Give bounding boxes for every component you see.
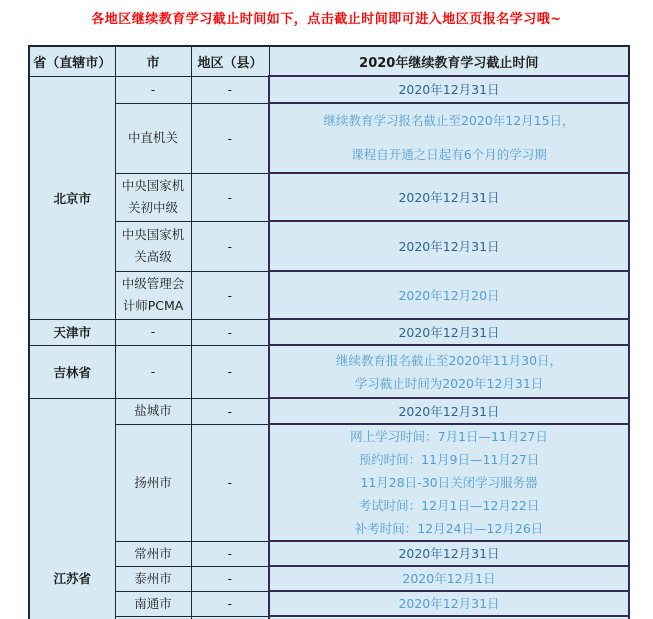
city-cell: 泰州市 (115, 566, 191, 591)
city-cell: 扬州市 (115, 424, 191, 541)
city-cell: 中央国家机关高级 (115, 221, 191, 271)
deadline-link[interactable]: 补考时间：12月24日—12月26日 (354, 521, 544, 536)
deadline-link[interactable]: 2020年12月31日 (398, 238, 500, 254)
province-cell-tianjin: 天津市 (29, 319, 115, 345)
deadline-cell (269, 173, 629, 221)
table-row (29, 221, 629, 271)
deadline-cell (269, 541, 629, 566)
table-row (29, 173, 629, 221)
deadline-table-container (28, 45, 632, 619)
deadline-link[interactable]: 2020年12月31日 (398, 82, 500, 97)
district-cell: - (191, 591, 269, 616)
province-cell-jiangsu: 江苏省 (29, 398, 115, 619)
deadline-link[interactable]: 2020年12月20日 (398, 287, 500, 303)
deadline-cell (269, 76, 629, 103)
deadline-link[interactable]: 网上学习时间：7月1日—11月27日 (350, 429, 548, 444)
deadline-link[interactable]: 考试时间：12月1日—12月22日 (358, 498, 540, 513)
deadline-link[interactable]: 2020年12月31日 (398, 324, 500, 340)
deadline-link[interactable]: 继续教育报名截止至2020年11月30日， (335, 352, 563, 368)
deadline-cell (269, 103, 629, 173)
district-cell: - (191, 173, 269, 221)
district-cell: - (191, 221, 269, 271)
deadline-cell (269, 319, 629, 345)
table-row (29, 541, 629, 566)
page-title: 各地区继续教育学习截止时间如下，点击截止时间即可进入地区页报名学习哦~ (91, 12, 562, 27)
table-row (29, 424, 629, 541)
table-row (29, 76, 629, 103)
city-cell: 南通市 (115, 591, 191, 616)
district-cell: - (191, 398, 269, 424)
province-cell-beijing: 北京市 (29, 76, 115, 319)
table-row (29, 591, 629, 616)
table-row (29, 319, 629, 345)
table-row (29, 271, 629, 319)
city-cell: - (115, 76, 191, 103)
district-cell: - (191, 345, 269, 398)
deadline-link[interactable]: 2020年12月31日 (398, 403, 500, 419)
col-header-province: 省（直辖市） (29, 46, 115, 76)
col-header-deadline: 2020年继续教育学习截止时间 (269, 46, 629, 76)
deadline-cell (269, 398, 629, 424)
deadline-link[interactable]: 2020年12月1日 (402, 571, 496, 586)
district-cell: - (191, 566, 269, 591)
city-cell: 中央国家机关初中级 (115, 173, 191, 221)
deadline-cell (269, 271, 629, 319)
table-row (29, 103, 629, 173)
col-header-city: 市 (115, 46, 191, 76)
table-row (29, 566, 629, 591)
table-row (29, 398, 629, 424)
deadline-cell (269, 591, 629, 616)
district-cell: - (191, 271, 269, 319)
district-cell: - (191, 103, 269, 173)
deadline-table (28, 45, 630, 619)
deadline-cell (269, 221, 629, 271)
city-cell: 常州市 (115, 541, 191, 566)
deadline-link[interactable]: 预约时间：11月9日—11月27日 (358, 452, 540, 467)
city-cell: 中级管理会计师PCMA (115, 271, 191, 319)
city-cell: 盐城市 (115, 398, 191, 424)
district-cell: - (191, 424, 269, 541)
district-cell: - (191, 319, 269, 345)
province-cell-jilin: 吉林省 (29, 345, 115, 398)
deadline-link[interactable]: 学习截止时间为2020年12月31日 (354, 375, 544, 391)
deadline-cell (269, 566, 629, 591)
deadline-link[interactable]: 课程自开通之日起有6个月的学习期 (351, 147, 547, 162)
district-cell: - (191, 541, 269, 566)
deadline-cell (269, 424, 629, 541)
deadline-link[interactable]: 继续教育学习报名截止至2020年12月15日， (323, 113, 575, 128)
table-header-row (29, 46, 629, 76)
city-cell: - (115, 319, 191, 345)
district-cell: - (191, 76, 269, 103)
deadline-link[interactable]: 2020年12月31日 (398, 189, 500, 205)
deadline-link[interactable]: 2020年12月31日 (398, 546, 500, 561)
deadline-link[interactable]: 11月28日-30日关闭学习服务器 (360, 475, 538, 490)
deadline-cell (269, 345, 629, 398)
city-cell: 中直机关 (115, 103, 191, 173)
deadline-link[interactable]: 2020年12月31日 (398, 596, 500, 611)
table-row (29, 345, 629, 398)
col-header-district: 地区（县） (191, 46, 269, 76)
city-cell: - (115, 345, 191, 398)
